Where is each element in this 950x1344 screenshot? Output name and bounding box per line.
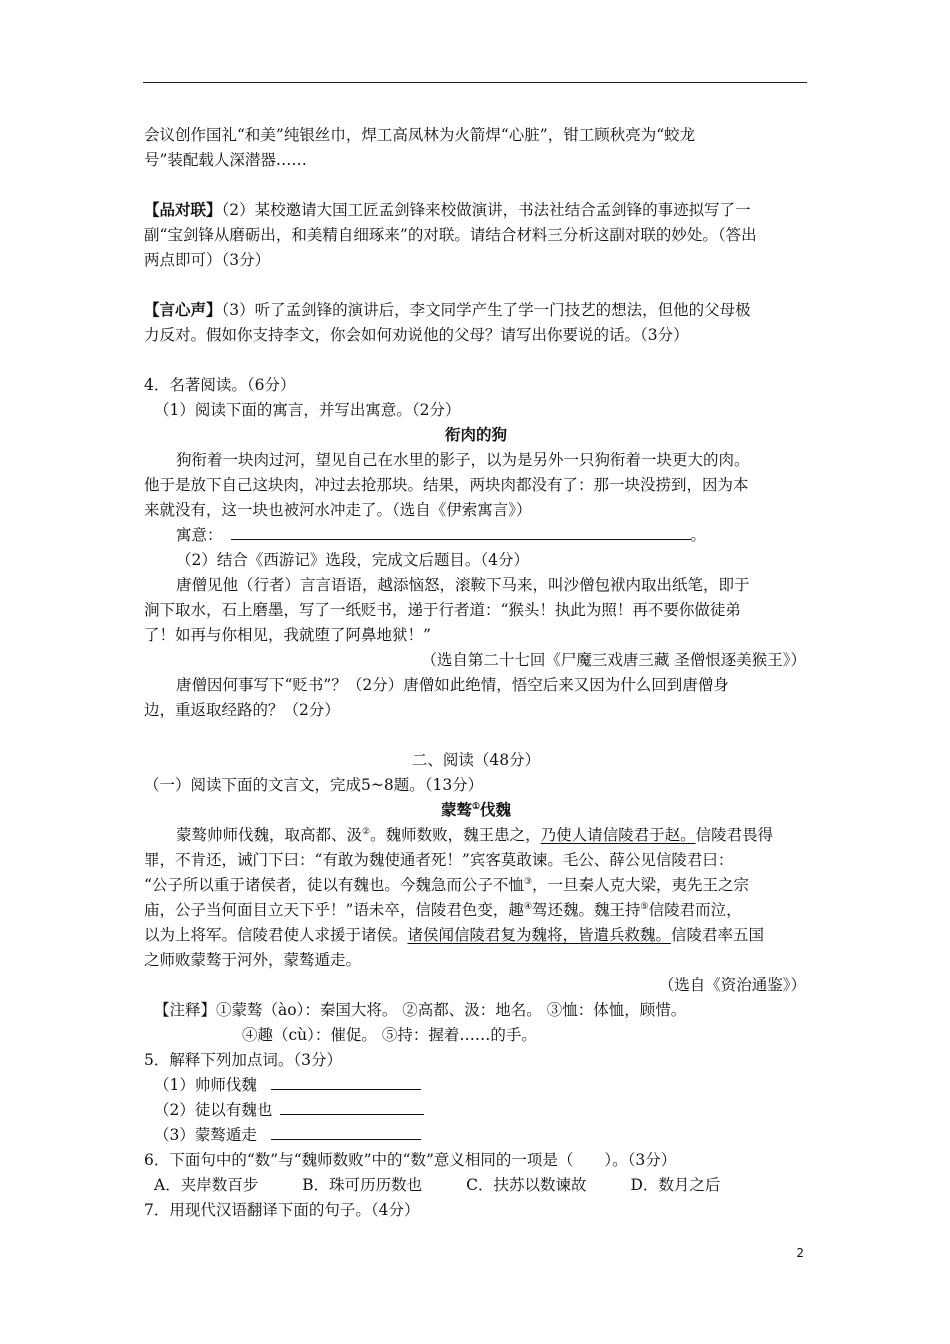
question-2-line: 【品对联】（2）某校邀请大国工匠孟剑锋来校做演讲，书法社结合孟剑锋的事迹拟写了一	[144, 200, 751, 219]
subquestion: （2）结合《西游记》选段，完成文后题目。（4分）	[176, 551, 529, 569]
text-line: 来就没有，这一块也被河水冲走了。（选自《伊索寓言》）	[144, 501, 532, 519]
header-rule	[143, 82, 807, 83]
text-line: 涧下取水，石上磨墨，写了一纸贬书，递于行者道：“猴头！执此为照！再不要你做徒弟	[144, 601, 741, 619]
passage-line: 罪，不肯还，诫门下曰：“有敢为魏使通者死！”宾客莫敢谏。毛公、薛公见信陵君曰：	[144, 851, 734, 869]
question-3-line: 【言心声】（3）听了孟剑锋的演讲后，李文同学产生了学一门技艺的想法，但他的父母极	[144, 300, 751, 319]
passage-line: 以为上将军。信陵君使人求援于诸侯。诸侯闻信陵君复为魏将，皆遣兵救魏。信陵君率五国	[144, 926, 765, 944]
text-line: 了！如再与你相见，我就堕了阿鼻地狱！”	[144, 626, 431, 644]
page-number: 2	[796, 1246, 804, 1260]
option-b[interactable]: B．珠可历历数也	[302, 1176, 423, 1194]
q5-item: （2）徒以有魏也	[154, 1099, 424, 1121]
notes-line: 【注释】①蒙骜（ào）：秦国大将。 ②高都、汲：地名。 ③恤：体恤，顾惜。	[154, 1001, 687, 1019]
text-line: 副“宝剑锋从磨砺出，和美精自细琢来”的对联。请结合材料三分析这副对联的妙处。（答出	[144, 226, 757, 244]
question-4-heading: 4．名著阅读。（6分）	[144, 376, 296, 394]
subquestion: （1）阅读下面的寓言，并写出寓意。（2分）	[154, 401, 461, 419]
q5-item: （3）蒙骜遁走	[154, 1124, 421, 1146]
q5-item: （1）帅师伐魏	[154, 1074, 421, 1096]
text-line: 号”装配载人深潜器……	[144, 151, 307, 169]
notes-line: ④趣（cù）：催促。 ⑤持：握着……的手。	[242, 1026, 537, 1044]
text-line: 唐僧见他（行者）言言语语，越添恼怒，滚鞍下马来，叫沙僧包袱内取出纸笔，即于	[176, 576, 750, 594]
text-line: 他于是放下自己这块肉，冲过去抢那块。结果，两块肉都没有了：那一块没捞到，因为本	[144, 476, 749, 494]
text-line: 会议创作国礼“和美”纯银丝巾，焊工高凤林为火箭焊“心脏”，钳工顾秋亮为“蛟龙	[144, 126, 696, 144]
question-tag: 【言心声】	[144, 300, 222, 319]
option-c[interactable]: C．扶苏以数谏故	[466, 1176, 587, 1194]
question-tag: 【品对联】	[144, 200, 222, 219]
text-line: 狗衔着一块肉过河，望见自己在水里的影子，以为是另外一只狗衔着一块更大的肉。	[176, 451, 750, 469]
text-line: 两点即可）（3分）	[144, 251, 271, 269]
answer-blank[interactable]	[280, 1100, 424, 1115]
section-title: 二、阅读（48分）	[411, 751, 541, 769]
text-line: 唐僧因何事写下“贬书”？（2分）唐僧如此绝情，悟空后来又因为什么回到唐僧身	[176, 676, 729, 694]
moral-answer-blank[interactable]	[231, 525, 691, 540]
source-citation: （选自第二十七回《尸魔三戏唐三藏 圣僧恨逐美猴王》）	[421, 651, 806, 669]
question-6-heading: 6．下面句中的“数”与“魏师数败”中的“数”意义相同的一项是（ ）。（3分）	[144, 1151, 677, 1169]
section-intro: （一）阅读下面的文言文，完成5~8题。（13分）	[144, 776, 484, 794]
question-7-heading: 7．用现代汉语翻译下面的句子。（4分）	[144, 1201, 420, 1219]
moral-line: 寓意： 。	[176, 526, 707, 544]
answer-blank[interactable]	[271, 1075, 421, 1090]
source-citation: （选自《资治通鉴》）	[658, 976, 806, 994]
text-line: 边，重返取经路的？（2分）	[144, 701, 340, 719]
underlined-sentence: 诸侯闻信陵君复为魏将，皆遣兵救魏。	[407, 926, 672, 944]
option-a[interactable]: A．夹岸数百步	[154, 1176, 259, 1194]
passage-line: 庙，公子当何面目立天下乎！”语未卒，信陵君色变，趣④驾还魏。魏王持⑤信陵君而泣，	[144, 901, 742, 919]
underlined-sentence: 乃使人请信陵君于赵。	[540, 826, 696, 844]
text-line: 力反对。假如你支持李文，你会如何劝说他的父母？请写出你要说的话。（3分）	[144, 326, 689, 344]
question-5-heading: 5．解释下列加点词。（3分）	[144, 1051, 342, 1069]
passage-line: 蒙骜帅师伐魏，取高都、汲②。魏师数败，魏王患之，乃使人请信陵君于赵。信陵君畏得	[176, 826, 774, 844]
option-d[interactable]: D．数月之后	[630, 1176, 721, 1194]
passage-line: 之师败蒙骜于河外，蒙骜遁走。	[144, 951, 362, 969]
answer-blank[interactable]	[271, 1125, 421, 1140]
passage-line: “公子所以重于诸侯者，徒以有魏也。今魏急而公子不恤③，一旦秦人克大梁，夷先王之宗	[144, 876, 750, 894]
passage-title: 蒙骜①伐魏	[440, 800, 512, 819]
fable-title: 衔肉的狗	[444, 425, 507, 444]
q6-options	[154, 1174, 720, 1196]
